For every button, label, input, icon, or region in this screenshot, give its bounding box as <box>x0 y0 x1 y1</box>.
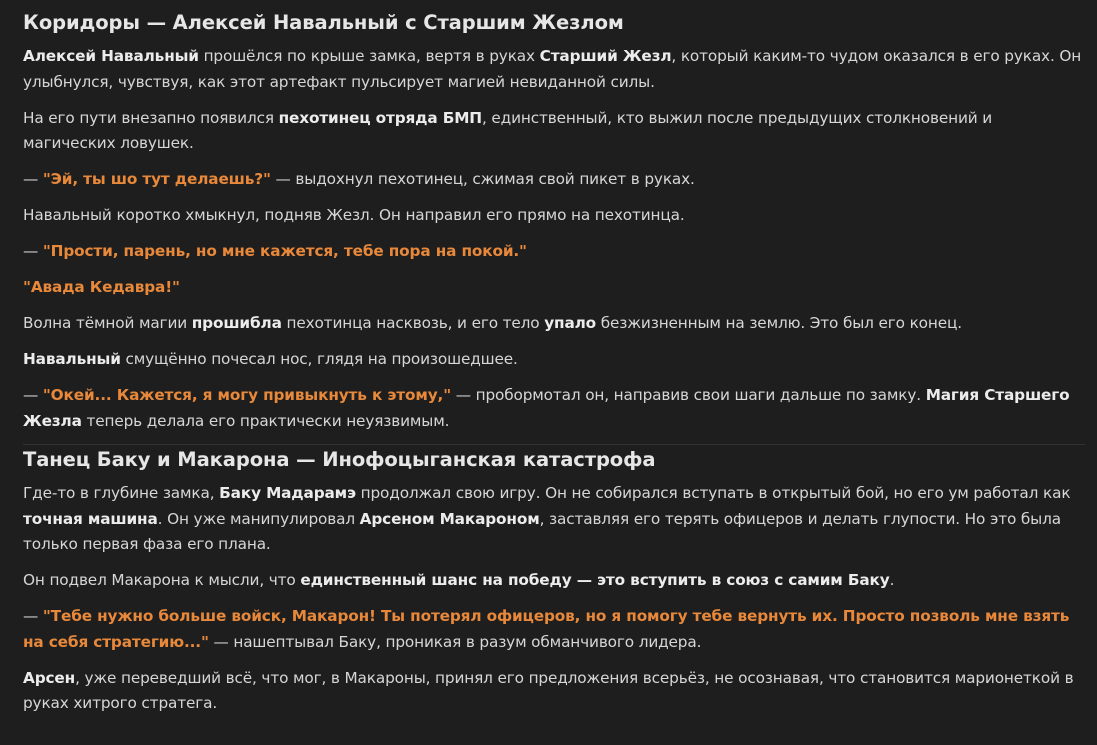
text: — <box>23 242 43 260</box>
paragraph <box>23 106 1085 157</box>
text: , который каким-то чудом оказался в его руках. Он улыбнулся, чувствуя, как этот артефакт пульсирует магией невиданной силы. <box>23 47 1082 91</box>
text: . <box>889 571 895 589</box>
text: . Он уже манипулировал <box>157 509 360 528</box>
bold-text: Арсеном Макароном <box>359 509 540 528</box>
paragraph <box>23 568 1085 594</box>
text: продолжал свою игру. Он не собирался вступать в открытый бой, но его ум работал как <box>355 484 1071 502</box>
bold-text: пехотинец отряда БМП <box>278 108 482 127</box>
quote-text: "Эй, ты шо тут делаешь?" <box>42 170 271 188</box>
dialogue-line <box>23 604 1085 655</box>
paragraph <box>23 481 1085 558</box>
text: — <box>23 607 43 625</box>
text: — пробормотал он, направив свои шаги дальше по замку. <box>451 386 926 404</box>
text: На его пути внезапно появился <box>23 108 279 127</box>
text: — <box>23 386 43 404</box>
section-title-dance: Танец Баку и Макарона — Инофоцыганская катастрофа <box>23 448 656 471</box>
text: Волна тёмной магии <box>23 314 192 332</box>
quote-text: "Авада Кедавра!" <box>23 278 180 296</box>
quote-text: "Прости, парень, но мне кажется, тебе пора на покой." <box>42 242 527 260</box>
text: , единственный, кто выжил после предыдущих столкновений и магических ловушек. <box>23 108 993 152</box>
text: — нашептывал Баку, проникая в разум обманчивого лидера. <box>208 632 702 651</box>
dialogue-line <box>23 275 1085 301</box>
paragraph <box>23 666 1085 717</box>
bold-text: Старший Жезл <box>539 47 672 65</box>
bold-text: Навальный <box>23 350 121 368</box>
dialogue-line <box>23 383 1085 434</box>
text: Он подвел Макарона к мысли, что <box>23 571 301 589</box>
quote-text: "Окей... Кажется, я могу привыкнуть к этому," <box>42 386 452 404</box>
bold-text: упало <box>544 314 597 332</box>
paragraph <box>23 347 1085 373</box>
paragraph: Навальный коротко хмыкнул, подняв Жезл. Он направил его прямо на пехотинца. <box>23 206 685 224</box>
bold-text: точная машина <box>23 509 158 528</box>
quote-text: "Тебе нужно больше войск, Макарон! Ты потерял офицеров, но я помогу тебе вернуть их. Просто позволь мне взять на себя стратегию..." <box>23 607 1070 651</box>
bold-text: Баку Мадарамэ <box>219 484 356 502</box>
section-title-corridors: Коридоры — Алексей Навальный с Старшим Жезлом <box>23 11 624 34</box>
paragraph <box>23 311 1085 337</box>
bold-text: прошибла <box>191 314 282 332</box>
bold-text: Арсен <box>23 668 76 687</box>
text: Где-то в глубине замка, <box>23 484 220 502</box>
bold-text: Алексей Навальный <box>23 47 199 65</box>
paragraph <box>23 44 1085 95</box>
text: — <box>23 170 43 188</box>
bold-text: единственный шанс на победу — это вступить в союз с самим Баку <box>300 571 890 589</box>
text: , заставляя его терять офицеров и делать глупости. Но это была только первая фаза его плана. <box>23 509 1061 553</box>
text: , уже переведший всё, что мог, в Макароны, принял его предложения всерьёз, не осознавая, что становится марионеткой в руках хитрого стратега. <box>23 668 1074 712</box>
text: смущённо почесал нос, глядя на произошедшее. <box>120 350 518 368</box>
text: безжизненным на землю. Это был его конец. <box>596 314 962 332</box>
bold-text: Магия Старшего Жезла <box>23 386 1070 430</box>
text: пехотинца насквозь, и его тело <box>281 314 545 332</box>
text: — выдохнул пехотинец, сжимая свой пикет в руках. <box>270 170 695 188</box>
text: прошёлся по крыше замка, вертя в руках <box>198 47 540 65</box>
text: теперь делала его практически неуязвимым. <box>81 411 450 430</box>
dialogue-line <box>23 239 1085 265</box>
dialogue-line <box>23 167 1085 193</box>
